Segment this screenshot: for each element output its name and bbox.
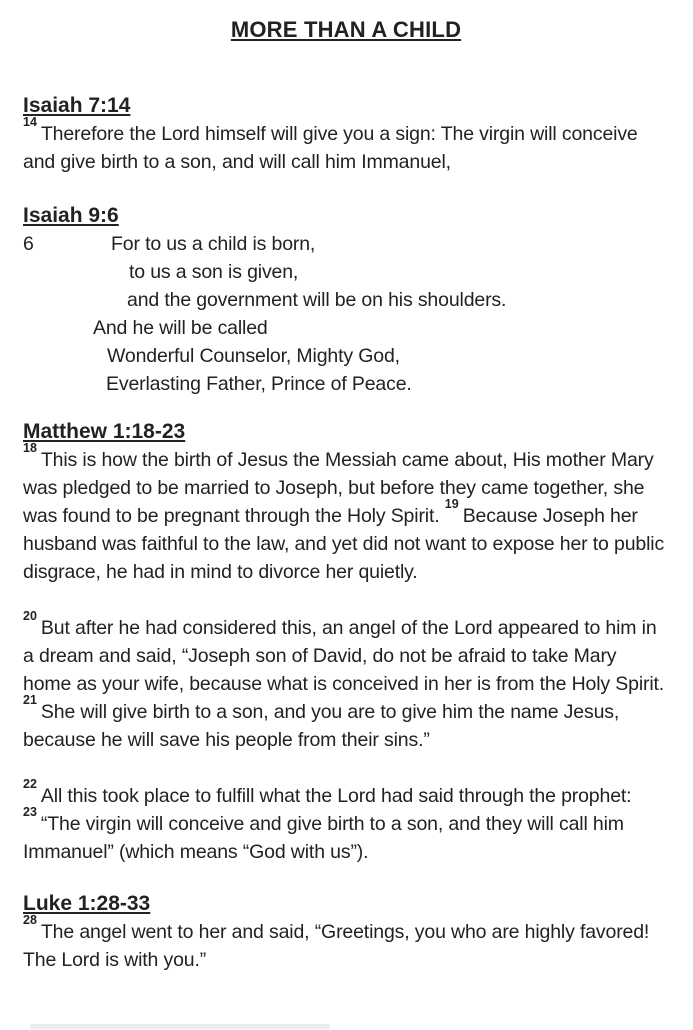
- section-luke-1-28-33: [23, 890, 669, 974]
- section-isaiah-9-6: [23, 202, 669, 398]
- page-title: MORE THAN A CHILD: [230, 17, 462, 42]
- verse-paragraph-matthew-22-23: [23, 776, 669, 866]
- verse-paragraph-matthew-18-19: [23, 440, 669, 586]
- poetry-line: [23, 370, 669, 398]
- verse-text: The angel went to her and said, “Greetings, you who are highly favored! The Lord is with you.”: [23, 921, 650, 971]
- verse-number-sup: 28: [23, 912, 37, 927]
- verse-number-sup: 19: [444, 496, 459, 511]
- verse-marker: 6: [23, 233, 34, 255]
- poetry-line-text: And he will be called: [93, 317, 268, 339]
- verse-number-sup: 18: [23, 440, 37, 455]
- verse-text: But after he had considered this, an angel of the Lord appeared to him in a dream and said, “Joseph son of David, do not be afraid to take Mary home as your wife, because what is conceived in her is from the Holy Spirit.: [23, 617, 665, 695]
- verse-number-sup: 23: [23, 804, 37, 819]
- poetry-line: [23, 258, 669, 286]
- verse-number-sup: 21: [23, 692, 37, 707]
- poetry-line-text: Everlasting Father, Prince of Peace.: [106, 373, 412, 395]
- section-heading-matthew: Matthew 1:18-23: [23, 420, 186, 443]
- section-heading-luke: Luke 1:28-33: [23, 892, 151, 915]
- section-matthew-1-18-23: [23, 418, 669, 866]
- verse-text: “The virgin will conceive and give birth to a son, and they will call him Immanuel” (which means “God with us”).: [23, 813, 624, 863]
- verse-number-sup: 22: [23, 776, 37, 791]
- verse-number-sup: 14: [23, 114, 37, 129]
- poetry-line: [23, 314, 669, 342]
- poetry-line-text: For to us a child is born,: [111, 233, 316, 255]
- poetry-block: [23, 230, 669, 398]
- section-isaiah-7-14: [23, 92, 669, 176]
- verse-number-sup: 20: [23, 608, 37, 623]
- verse-text: All this took place to fulfill what the Lord had said through the prophet:: [40, 785, 632, 807]
- verse-paragraph-luke-28: [23, 912, 669, 974]
- section-heading-isaiah-7-14: Isaiah 7:14: [23, 94, 131, 117]
- verse-text: Therefore the Lord himself will give you a sign: The virgin will conceive and give birth to a son, and will call him Immanuel,: [23, 123, 638, 173]
- poetry-line-text: and the government will be on his shoulders.: [127, 289, 507, 311]
- verse-text: Because Joseph her husband was faithful to the law, and yet did not want to expose her to public disgrace, he had in mind to divorce her quietly.: [23, 505, 665, 583]
- verse-text: She will give birth to a son, and you are to give him the name Jesus, because he will save his people from their sins.”: [23, 701, 620, 751]
- verse-paragraph-matthew-20-21: [23, 608, 669, 754]
- verse-paragraph-isaiah-7-14: [23, 114, 669, 176]
- poetry-line: [23, 230, 669, 258]
- poetry-line: [23, 286, 669, 314]
- poetry-line: [23, 342, 669, 370]
- clipped-next-line-top: [30, 1024, 330, 1029]
- poetry-line-text: Wonderful Counselor, Mighty God,: [107, 345, 400, 367]
- poetry-line-text: to us a son is given,: [129, 261, 299, 283]
- section-heading-isaiah-9-6: Isaiah 9:6: [23, 204, 119, 227]
- verse-text: This is how the birth of Jesus the Messiah came about, His mother Mary was pledged to be married to Joseph, but before they came together, she was found to be pregnant through the Holy Spirit.: [23, 449, 654, 527]
